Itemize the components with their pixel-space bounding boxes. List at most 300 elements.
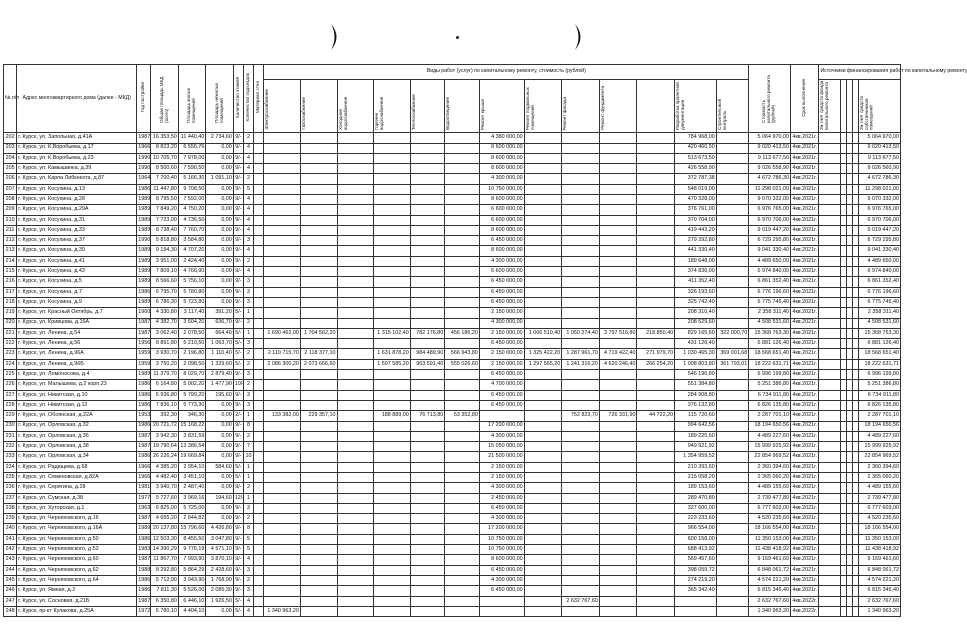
cell-sc (716, 493, 749, 503)
cell-hw (374, 236, 411, 246)
cell-hw (374, 297, 411, 307)
cell-hw (374, 534, 411, 544)
cell-roof: 2 150 000,00 (479, 349, 524, 359)
cell-cw (337, 555, 374, 565)
cell-y: 1990 (137, 164, 151, 174)
cell-sc (716, 164, 749, 174)
cell-y: 1964 (137, 174, 151, 184)
cell-pd: 376 761,00 (675, 205, 717, 215)
cell-roof (479, 596, 524, 606)
binder-hole-left (329, 22, 343, 52)
cell-tot: 2 739 477,80 (749, 493, 791, 503)
cell-n: 204 (4, 153, 17, 163)
cell-base (524, 153, 562, 163)
cell-f: 9/- (233, 194, 243, 204)
cell-hw (374, 390, 411, 400)
cell-y: 1963 (137, 503, 151, 513)
cell-gas (300, 514, 337, 524)
cell-dr (445, 380, 480, 390)
cell-pd: 420 460,50 (675, 143, 717, 153)
cell-l: 7 590,50 (178, 164, 205, 174)
cell-el (264, 483, 301, 493)
cell-n: 219 (4, 308, 17, 318)
cell-gas: 1 704 562,20 (300, 328, 337, 338)
cell-hw (374, 370, 411, 380)
cell-hw (374, 514, 411, 524)
cell-dr (445, 297, 480, 307)
cell-r: 0,00 (206, 400, 233, 410)
cell-hw (374, 462, 411, 472)
cell-ht (410, 534, 445, 544)
cell-xx (637, 308, 675, 318)
cell-n: 230 (4, 421, 17, 431)
cell-fund: 11 438 418,92 (859, 545, 901, 555)
cell-a: 5 818,80 (151, 236, 178, 246)
cell-p: 5 (243, 184, 253, 194)
cell-xx: 44 722,20 (637, 411, 675, 421)
cell-fnd (599, 555, 637, 565)
cell-dr (445, 174, 480, 184)
cell-s1 (819, 442, 840, 452)
cell-a: 3 750,20 (151, 359, 178, 369)
table-row (4, 225, 901, 235)
cell-dr (445, 133, 480, 143)
cell-n: 217 (4, 287, 17, 297)
cell-a: 392,30 (151, 411, 178, 421)
cell-gas (300, 380, 337, 390)
cell-f: 9/- (233, 153, 243, 163)
cell-roof: 2 150 000,00 (479, 308, 524, 318)
cell-fac (562, 133, 600, 143)
cell-p: 3 (243, 565, 253, 575)
cell-hw (374, 318, 411, 328)
cell-roof: 2 150 000,00 (479, 359, 524, 369)
cell-addr: г. Курск, ул. Орловская, д.36 (17, 431, 137, 441)
cell-el (264, 236, 301, 246)
cell-sc (716, 452, 749, 462)
cell-fnd (599, 256, 637, 266)
cell-gas (300, 236, 337, 246)
cell-fnd (599, 462, 637, 472)
cell-dl: 4кв.2021г. (790, 277, 818, 287)
cell-el: 1 340 963,20 (264, 606, 301, 616)
cell-dl: 4кв.2021г. (790, 215, 818, 225)
cell-xx (637, 143, 675, 153)
cell-fund: 6 996 199,80 (859, 370, 901, 380)
cell-n: 226 (4, 380, 17, 390)
cell-xx (637, 575, 675, 585)
cell-n: 237 (4, 493, 17, 503)
cell-dr: 456 186,20 (445, 328, 480, 338)
cell-gas (300, 442, 337, 452)
cell-mat (254, 503, 264, 513)
cell-fac (562, 503, 600, 513)
cell-gas (300, 133, 337, 143)
cell-ht (410, 225, 445, 235)
cell-n: 246 (4, 586, 17, 596)
cell-n: 231 (4, 431, 17, 441)
cell-l: 346,30 (178, 411, 205, 421)
cell-tot: 6 729 295,80 (749, 236, 791, 246)
cell-tot: 11 438 418,92 (749, 545, 791, 555)
cell-pd: 441 330,40 (675, 246, 717, 256)
cell-xx (637, 442, 675, 452)
cell-f: 5/- (233, 359, 243, 369)
cell-xx (637, 339, 675, 349)
cell-hw (374, 503, 411, 513)
cell-dl: 4кв.2021г. (790, 246, 818, 256)
cell-hw (374, 545, 411, 555)
cell-r: 0,00 (206, 256, 233, 266)
cell-l: 19 669,84 (178, 452, 205, 462)
cell-addr: г. Курск, ул. Черняховского, д.16 (17, 514, 137, 524)
cell-p: 2 (243, 133, 253, 143)
cell-sc (716, 370, 749, 380)
cell-fnd (599, 153, 637, 163)
cell-r: 2 085,30 (206, 586, 233, 596)
cell-r: 0,00 (206, 411, 233, 421)
cell-s1 (819, 318, 840, 328)
header-area: Общая площадь МКД (всего) (151, 65, 178, 133)
cell-dl: 4кв.2021г. (790, 225, 818, 235)
cell-ht (410, 153, 445, 163)
cell-pd: 327 600,00 (675, 503, 717, 513)
cell-fund: 18 222 631,71 (859, 359, 901, 369)
cell-sc (716, 565, 749, 575)
cell-tot: 2 632 767,60 (749, 596, 791, 606)
cell-addr: г. Курск, ул. Орловская, д.34 (17, 452, 137, 462)
cell-tot: 18 194 650,56 (749, 421, 791, 431)
cell-hw (374, 400, 411, 410)
cell-gas (300, 421, 337, 431)
cell-s1 (819, 256, 840, 266)
cell-base (524, 575, 562, 585)
cell-dr (445, 596, 480, 606)
cell-r: 0,00 (206, 442, 233, 452)
cell-fund: 5 251 386,80 (859, 380, 901, 390)
cell-addr: г. Курск, пр-кт Кулакова, д.25А (17, 606, 137, 616)
cell-s1 (819, 308, 840, 318)
cell-a: 6 825,00 (151, 503, 178, 513)
cell-hw (374, 194, 411, 204)
cell-r: 2 734,60 (206, 133, 233, 143)
cell-fac (562, 205, 600, 215)
cell-cw (337, 534, 374, 544)
cell-sc (716, 586, 749, 596)
table-row (4, 246, 901, 256)
cell-mat (254, 555, 264, 565)
cell-a: 6 350,80 (151, 596, 178, 606)
cell-cw (337, 411, 374, 421)
cell-fund: 6 976 765,00 (859, 205, 901, 215)
cell-dr (445, 277, 480, 287)
cell-xx: 218 850,40 (637, 328, 675, 338)
cell-pd: 569 457,60 (675, 555, 717, 565)
cell-tot: 6 974 840,00 (749, 267, 791, 277)
cell-pd: 513 673,50 (675, 153, 717, 163)
cell-xx (637, 462, 675, 472)
cell-s1 (819, 565, 840, 575)
cell-dl: 4кв.2021г. (790, 555, 818, 565)
cell-cw (337, 318, 374, 328)
cell-l: 15 796,60 (178, 524, 205, 534)
cell-r: 0,00 (206, 483, 233, 493)
cell-a: 3 940,70 (151, 483, 178, 493)
cell-roof: 6 450 000,00 (479, 370, 524, 380)
cell-l: 5 210,50 (178, 339, 205, 349)
cell-ht (410, 596, 445, 606)
cell-l: 2 487,40 (178, 483, 205, 493)
cell-n: 211 (4, 225, 17, 235)
cell-p: 2 (243, 359, 253, 369)
cell-sc (716, 380, 749, 390)
cell-a: 11 447,80 (151, 184, 178, 194)
cell-el (264, 493, 301, 503)
cell-fund: 9 026 560,90 (859, 164, 901, 174)
cell-l: 8 455,50 (178, 534, 205, 544)
cell-p: 4 (243, 215, 253, 225)
cell-mat (254, 514, 264, 524)
cell-base (524, 596, 562, 606)
cell-f: 9/- (233, 184, 243, 194)
cell-fac (562, 318, 600, 328)
header-total: Стоимость капитального ремонта (рублей) (749, 65, 791, 133)
cell-roof: 2 150 000,00 (479, 462, 524, 472)
cell-dr (445, 205, 480, 215)
cell-mat (254, 194, 264, 204)
cell-ht (410, 606, 445, 616)
cell-fund: 6 777 603,00 (859, 503, 901, 513)
cell-mat (254, 606, 264, 616)
cell-gas (300, 565, 337, 575)
cell-a: 5 780,10 (151, 606, 178, 616)
cell-fac (562, 400, 600, 410)
cell-roof: 6 450 000,00 (479, 297, 524, 307)
cell-pd: 274 219,20 (675, 575, 717, 585)
cell-fund: 18 194 650,56 (859, 421, 901, 431)
cell-fund: 6 974 840,00 (859, 267, 901, 277)
cell-hw (374, 277, 411, 287)
cell-tot: 11 350 153,00 (749, 534, 791, 544)
cell-sc: 369 001,68 (716, 349, 749, 359)
cell-roof: 4 300 000,00 (479, 256, 524, 266)
cell-s1 (819, 421, 840, 431)
cell-fnd (599, 318, 637, 328)
cell-fac (562, 493, 600, 503)
table-row (4, 174, 901, 184)
cell-sc (716, 225, 749, 235)
cell-addr: г. Курск, ул. Орловская, д.32 (17, 421, 137, 431)
cell-mat (254, 133, 264, 143)
cell-fnd (599, 606, 637, 616)
cell-dl: 4кв.2021г. (790, 287, 818, 297)
cell-a: 4 382,70 (151, 318, 178, 328)
cell-r: 0,00 (206, 143, 233, 153)
cell-fac (562, 555, 600, 565)
binder-hole-right (573, 22, 587, 52)
cell-p: 7 (243, 442, 253, 452)
cell-r: 0,00 (206, 452, 233, 462)
cell-mat (254, 339, 264, 349)
cell-f: 5/- (233, 328, 243, 338)
cell-ht (410, 370, 445, 380)
cell-f: 9/- (233, 225, 243, 235)
cell-r: 664,40 (206, 328, 233, 338)
cell-gas (300, 194, 337, 204)
cell-roof: 6 600 000,00 (479, 215, 524, 225)
header-drainage: Водоотведение (445, 80, 480, 133)
cell-fnd (599, 184, 637, 194)
cell-addr: г. Курск, ул. Никитская, д.10 (17, 390, 137, 400)
cell-mat (254, 431, 264, 441)
table-row (4, 606, 901, 616)
cell-y: 1987 (137, 514, 151, 524)
cell-pd: 829 165,60 (675, 328, 717, 338)
cell-p: 4 (243, 164, 253, 174)
capital-repair-table (3, 64, 967, 617)
cell-a: 6 795,70 (151, 287, 178, 297)
cell-xx (637, 277, 675, 287)
cell-hw (374, 215, 411, 225)
cell-s1 (819, 339, 840, 349)
cell-n: 248 (4, 606, 17, 616)
cell-dl: 4кв.2021г. (790, 205, 818, 215)
cell-fnd (599, 133, 637, 143)
cell-f: 9/- (233, 236, 243, 246)
cell-fund: 6 734 911,80 (859, 390, 901, 400)
cell-gas (300, 370, 337, 380)
cell-ht (410, 318, 445, 328)
cell-ht (410, 473, 445, 483)
cell-pd: 189 648,00 (675, 256, 717, 266)
table-row (4, 205, 901, 215)
cell-l: 4 736,50 (178, 215, 205, 225)
cell-y: 1988 (137, 565, 151, 575)
cell-tot: 4 574 221,20 (749, 575, 791, 585)
cell-l: 9 708,50 (178, 184, 205, 194)
cell-y: 1966 (137, 473, 151, 483)
cell-p: 4 (243, 267, 253, 277)
cell-tot: 6 848 061,72 (749, 565, 791, 575)
table-row (4, 277, 901, 287)
cell-dl: 4кв.2021г. (790, 524, 818, 534)
cell-mat (254, 493, 264, 503)
cell-ht: 76 713,80 (410, 411, 445, 421)
cell-sc (716, 236, 749, 246)
cell-y: 1989 (137, 297, 151, 307)
cell-tot: 2 365 060,20 (749, 473, 791, 483)
cell-a: 8 795,50 (151, 194, 178, 204)
cell-r: 584,60 (206, 462, 233, 472)
cell-r: 0,00 (206, 164, 233, 174)
table-row (4, 380, 901, 390)
cell-r: 0,00 (206, 205, 233, 215)
table-row (4, 421, 901, 431)
cell-cw (337, 174, 374, 184)
cell-dr (445, 545, 480, 555)
cell-fnd (599, 565, 637, 575)
cell-y: 1987 (137, 318, 151, 328)
cell-r: 0,00 (206, 473, 233, 483)
cell-p: 5 (243, 545, 253, 555)
cell-roof: 8 600 000,00 (479, 164, 524, 174)
cell-addr: г. Курск, ул. Карла Либкнехта, д.87 (17, 174, 137, 184)
cell-s1 (819, 328, 840, 338)
cell-roof: 6 450 000,00 (479, 277, 524, 287)
cell-dr (445, 153, 480, 163)
cell-n: 220 (4, 318, 17, 328)
cell-fnd: 3 797 516,80 (599, 328, 637, 338)
cell-el (264, 205, 301, 215)
cell-cw (337, 267, 374, 277)
cell-ht (410, 421, 445, 431)
cell-dl: 4кв.2021г. (790, 380, 818, 390)
cell-roof: 2 150 000,00 (479, 473, 524, 483)
cell-fnd (599, 287, 637, 297)
cell-base (524, 565, 562, 575)
cell-f: 9/- (233, 555, 243, 565)
cell-l: 13 386,54 (178, 442, 205, 452)
cell-gas (300, 606, 337, 616)
cell-base (524, 205, 562, 215)
cell-pd: 208 310,40 (675, 308, 717, 318)
cell-mat (254, 524, 264, 534)
cell-ht (410, 236, 445, 246)
cell-dr (445, 431, 480, 441)
cell-a: 4 655,20 (151, 514, 178, 524)
cell-r: 2 428,60 (206, 565, 233, 575)
cell-sc (716, 133, 749, 143)
cell-s1 (819, 184, 840, 194)
cell-mat (254, 586, 264, 596)
table-row (4, 575, 901, 585)
cell-gas (300, 545, 337, 555)
cell-pd: 1 354 959,52 (675, 452, 717, 462)
cell-tot: 6 996 199,80 (749, 370, 791, 380)
cell-f: 9/- (233, 442, 243, 452)
cell-cw (337, 328, 374, 338)
cell-r: 0,00 (206, 606, 233, 616)
cell-cw (337, 277, 374, 287)
cell-ht (410, 174, 445, 184)
cell-tot: 22 854 969,52 (749, 452, 791, 462)
cell-s1 (819, 575, 840, 585)
cell-base (524, 225, 562, 235)
cell-el (264, 287, 301, 297)
cell-a: 7 836,10 (151, 400, 178, 410)
cell-dr (445, 194, 480, 204)
table-row (4, 452, 901, 462)
cell-hw (374, 380, 411, 390)
cell-r: 0,00 (206, 503, 233, 513)
cell-fac (562, 194, 600, 204)
cell-r: 636,70 (206, 318, 233, 328)
cell-p: 3 (243, 339, 253, 349)
cell-f: 12/- (233, 493, 243, 503)
cell-roof: 6 450 000,00 (479, 390, 524, 400)
cell-roof: 8 600 000,00 (479, 194, 524, 204)
cell-s1 (819, 483, 840, 493)
cell-addr: г. Курск, ул. Никитская, д.12 (17, 400, 137, 410)
cell-p: 2 (243, 349, 253, 359)
cell-r: 0,00 (206, 236, 233, 246)
cell-gas (300, 339, 337, 349)
cell-fund: 4 672 786,30 (859, 174, 901, 184)
cell-fund: 4 489 650,00 (859, 256, 901, 266)
cell-fund: 6 776 196,60 (859, 287, 901, 297)
cell-addr: г. Курск, ул. Семеновская, д.82А (17, 473, 137, 483)
cell-f: 9/- (233, 133, 243, 143)
